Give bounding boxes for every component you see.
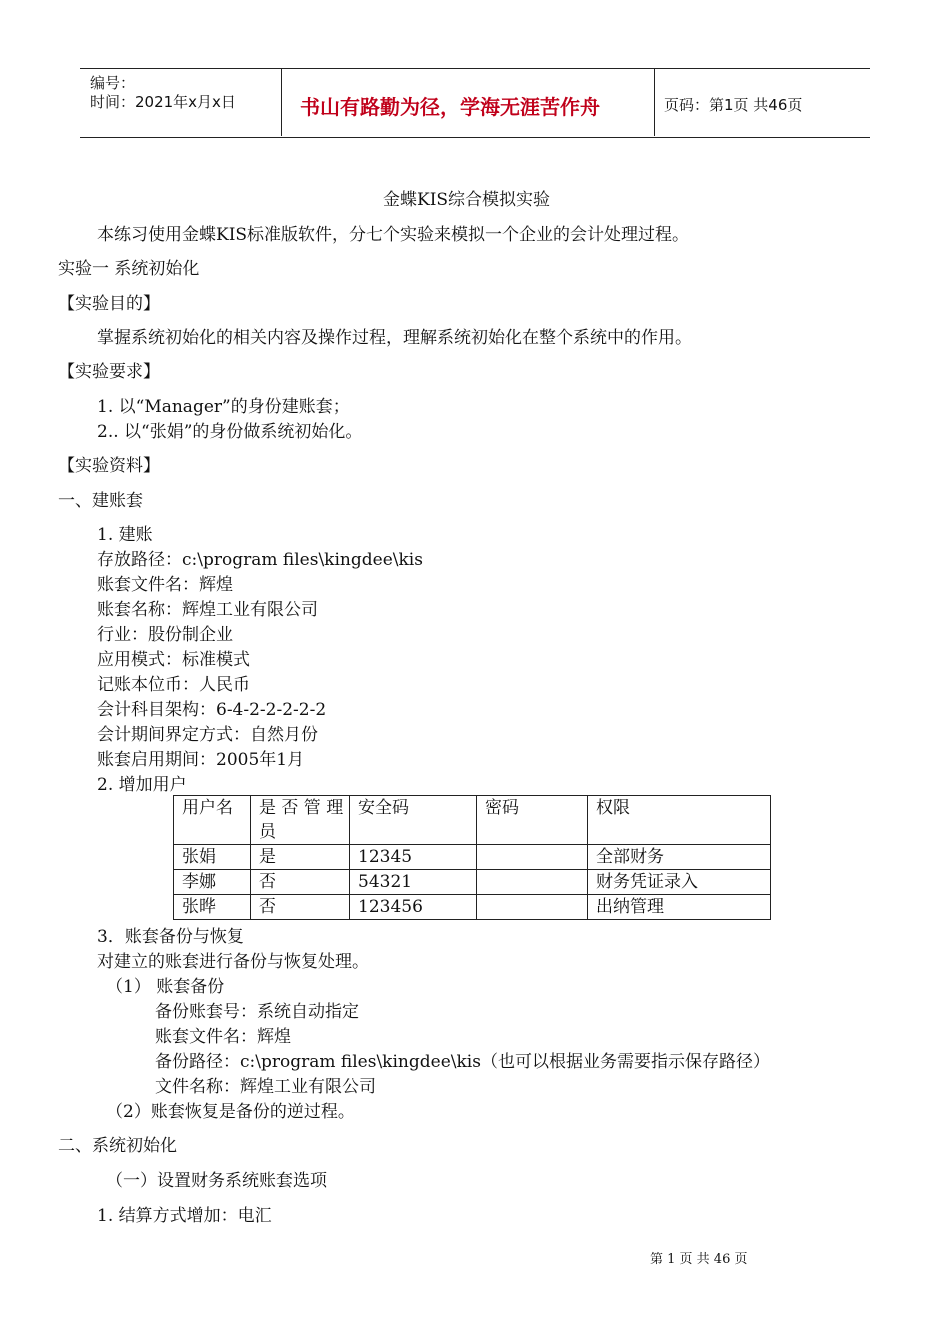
table-cell: 54321 (350, 870, 477, 895)
setting-line: 会计期间界定方式：自然月份 (97, 725, 318, 745)
table-header-row (174, 796, 771, 845)
table-header-text: 是 否 管 理 (259, 798, 344, 818)
table-cell: 张娟 (174, 845, 251, 870)
table-header-cell (251, 796, 350, 845)
section-heading: 二、系统初始化 (58, 1136, 177, 1156)
table-header-cell: 用户名 (174, 796, 251, 845)
requirement-item: 1. 以“Manager”的身份建账套； (97, 397, 350, 417)
table-cell (477, 845, 588, 870)
table-cell: 123456 (350, 895, 477, 920)
section-heading: 一、建账套 (58, 491, 143, 511)
setting-line: 行业：股份制企业 (97, 625, 233, 645)
settlement-line: 1. 结算方式增加：电汇 (97, 1206, 272, 1226)
purpose-text: 掌握系统初始化的相关内容及操作过程，理解系统初始化在整个系统中的作用。 (97, 328, 692, 348)
table-cell: 否 (251, 895, 350, 920)
backup-setting: 账套文件名：辉煌 (155, 1027, 291, 1047)
table-row (174, 845, 771, 870)
setting-line: 存放路径：c:\program files\kingdee\kis (97, 550, 423, 570)
requirements-heading: 【实验要求】 (58, 362, 160, 382)
setting-line: 记账本位币：人民币 (97, 675, 250, 695)
purpose-heading: 【实验目的】 (58, 294, 160, 314)
subsection-heading: （一）设置财务系统账套选项 (106, 1171, 327, 1191)
setting-line: 账套文件名：辉煌 (97, 575, 233, 595)
setting-line: 账套启用期间：2005年1月 (97, 750, 305, 770)
table-header-cell: 权限 (588, 796, 771, 845)
subsection-heading: 2. 增加用户 (97, 775, 187, 795)
table-row (174, 895, 771, 920)
restore-item: （2）账套恢复是备份的逆过程。 (106, 1102, 355, 1122)
materials-heading: 【实验资料】 (58, 456, 160, 476)
backup-setting: 文件名称：辉煌工业有限公司 (155, 1077, 376, 1097)
document-title: 金蝶KIS综合模拟实验 (383, 190, 551, 210)
table-cell (477, 870, 588, 895)
table-header-cell: 密码 (477, 796, 588, 845)
setting-line: 会计科目架构：6-4-2-2-2-2-2 (97, 700, 327, 720)
table-cell (477, 895, 588, 920)
header-slogan: 书山有路勤为径，学海无涯苦作舟 (300, 95, 600, 119)
setting-line: 应用模式：标准模式 (97, 650, 250, 670)
table-cell: 12345 (350, 845, 477, 870)
table-cell: 否 (251, 870, 350, 895)
backup-description: 对建立的账套进行备份与恢复处理。 (97, 952, 369, 972)
table-header-cell: 安全码 (350, 796, 477, 845)
backup-setting: 备份账套号：系统自动指定 (155, 1002, 359, 1022)
table-cell: 出纳管理 (588, 895, 771, 920)
setting-line: 账套名称：辉煌工业有限公司 (97, 600, 318, 620)
table-cell: 财务凭证录入 (588, 870, 771, 895)
table-row (174, 870, 771, 895)
backup-item: （1） 账套备份 (106, 977, 225, 997)
header-page-info: 页码：第1页 共46页 (664, 96, 803, 114)
table-cell: 全部财务 (588, 845, 771, 870)
header-date-label: 时间：2021年x月x日 (90, 93, 236, 111)
experiment-heading: 实验一 系统初始化 (58, 259, 200, 279)
subsection-heading: 3．账套备份与恢复 (97, 927, 244, 947)
users-table (173, 795, 771, 920)
backup-setting: 备份路径：c:\program files\kingdee\kis（也可以根据业务需要指示保存路径） (155, 1052, 770, 1072)
table-cell: 张晔 (174, 895, 251, 920)
table-header-text: 员 (259, 822, 276, 842)
header-number-label: 编号： (90, 74, 136, 92)
header-divider (654, 68, 655, 136)
requirement-item: 2.. 以“张娟”的身份做系统初始化。 (97, 422, 363, 442)
page-footer: 第 1 页 共 46 页 (650, 1252, 748, 1267)
intro-paragraph: 本练习使用金蝶KIS标准版软件，分七个实验来模拟一个企业的会计处理过程。 (97, 225, 690, 245)
table-cell: 是 (251, 845, 350, 870)
subsection-heading: 1. 建账 (97, 525, 153, 545)
header-divider (281, 68, 282, 136)
table-cell: 李娜 (174, 870, 251, 895)
